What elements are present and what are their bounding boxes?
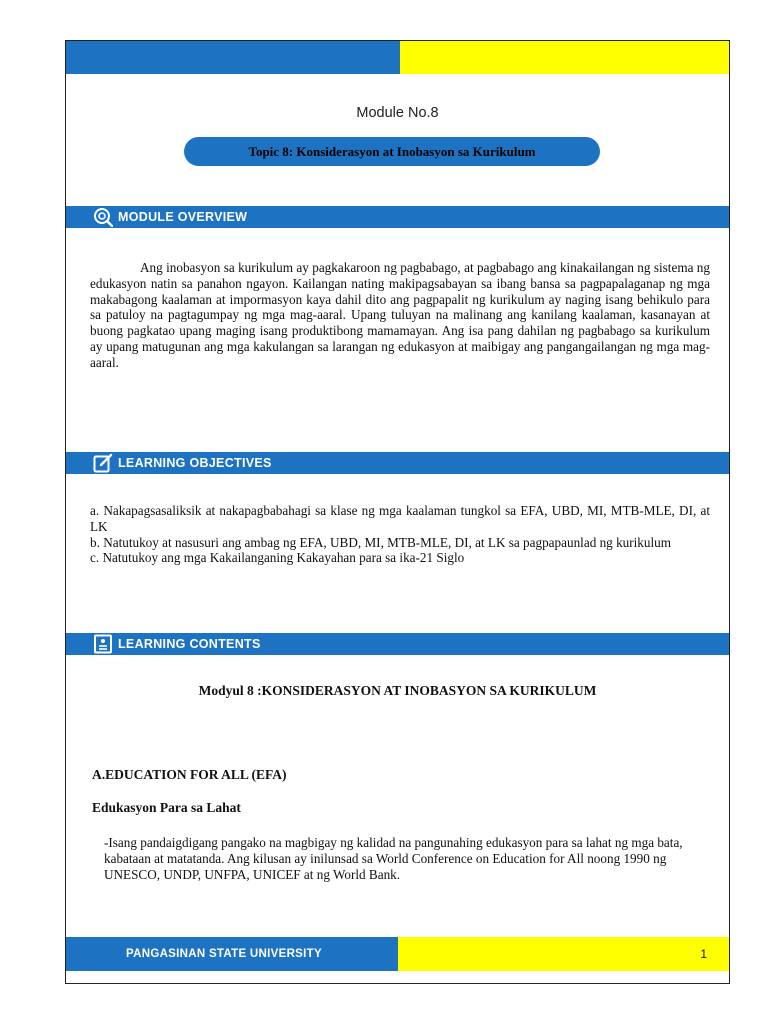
objective-item: a. Nakapagsasaliksik at nakapagbabahagi sa klase ng mga kaalaman tungkol sa EFA, UBD, MI, MTB-MLE, DI, at LK [90,503,710,534]
module-page [65,40,730,984]
section-text: -Isang pandaigdigang pangako na magbigay ng kalidad na pangunahing edukasyon para sa lahat ng mga bata, kabataan at matatanda. Ang kilusan ay inilunsad sa World Conference on Education for All noong 1990 ng UNESCO, UNDP, UNFPA, UNICEF at ng World Bank. [104,835,683,882]
footer-institution: PANGASINAN STATE UNIVERSITY [66,937,398,971]
header-yellow-block [400,41,729,74]
learning-objectives-title: LEARNING OBJECTIVES [118,456,272,470]
objective-item: c. Natutukoy ang mga Kakailanganing Kakayahan para sa ika-21 Siglo [90,550,465,566]
footer-bar [66,937,729,971]
learning-objectives-bar [66,452,729,474]
module-overview-bar [66,206,729,228]
section-heading: A.EDUCATION FOR ALL (EFA) [92,767,287,782]
learning-objectives-list [90,503,710,566]
document-icon [92,633,114,655]
module-content-title: Modyul 8 :KONSIDERASYON AT INOBASYON SA KURIKULUM [198,683,597,698]
module-overview-title: MODULE OVERVIEW [118,210,248,224]
module-overview-text: Ang inobasyon sa kurikulum ay pagkakaroon ng pagbabago, at pagbabago ang kinakailangan ng sistema ng edukasyon natin sa panahon ngayon. Kailangan nating makipagsabayan sa ibang bansa sa pagpapalaganap ng mga makabagong kaalaman at impormasyon kaya dahil dito ang pagpapalit ng kurikulum ay naging isang behikulo para sa patuloy na pagtagumpay ng mga mag-aaral. Upang tuluyan na malinang ang kanilang kaalaman, kasanayan at buong pagkatao upang maging isang produktibong mamamayan. Ang isa pang dahilan ng pagbabago sa kurikulum ay upang matugunan ang mga kakulangan sa larangan ng edukasyon at maibigay ang pangangailangan ng mga mag-aaral. [90,260,710,370]
search-gear-icon [92,206,114,228]
footer-page-number-area [398,937,729,971]
edit-pencil-icon [92,452,114,474]
header-color-bar [66,41,729,74]
learning-contents-bar [66,633,729,655]
module-number: Module No.8 [356,105,439,121]
objective-item: b. Natutukoy at nasusuri ang ambag ng EFA, UBD, MI, MTB-MLE, DI, at LK sa pagpapaunlad ng kurikulum [90,534,672,550]
topic-title: Topic 8: Konsiderasyon at Inobasyon sa Kurikulum [184,137,600,166]
section-subheading: Edukasyon Para sa Lahat [92,800,241,815]
learning-contents-title: LEARNING CONTENTS [118,637,261,651]
page-number: 1 [700,947,707,961]
header-blue-block [66,41,400,74]
